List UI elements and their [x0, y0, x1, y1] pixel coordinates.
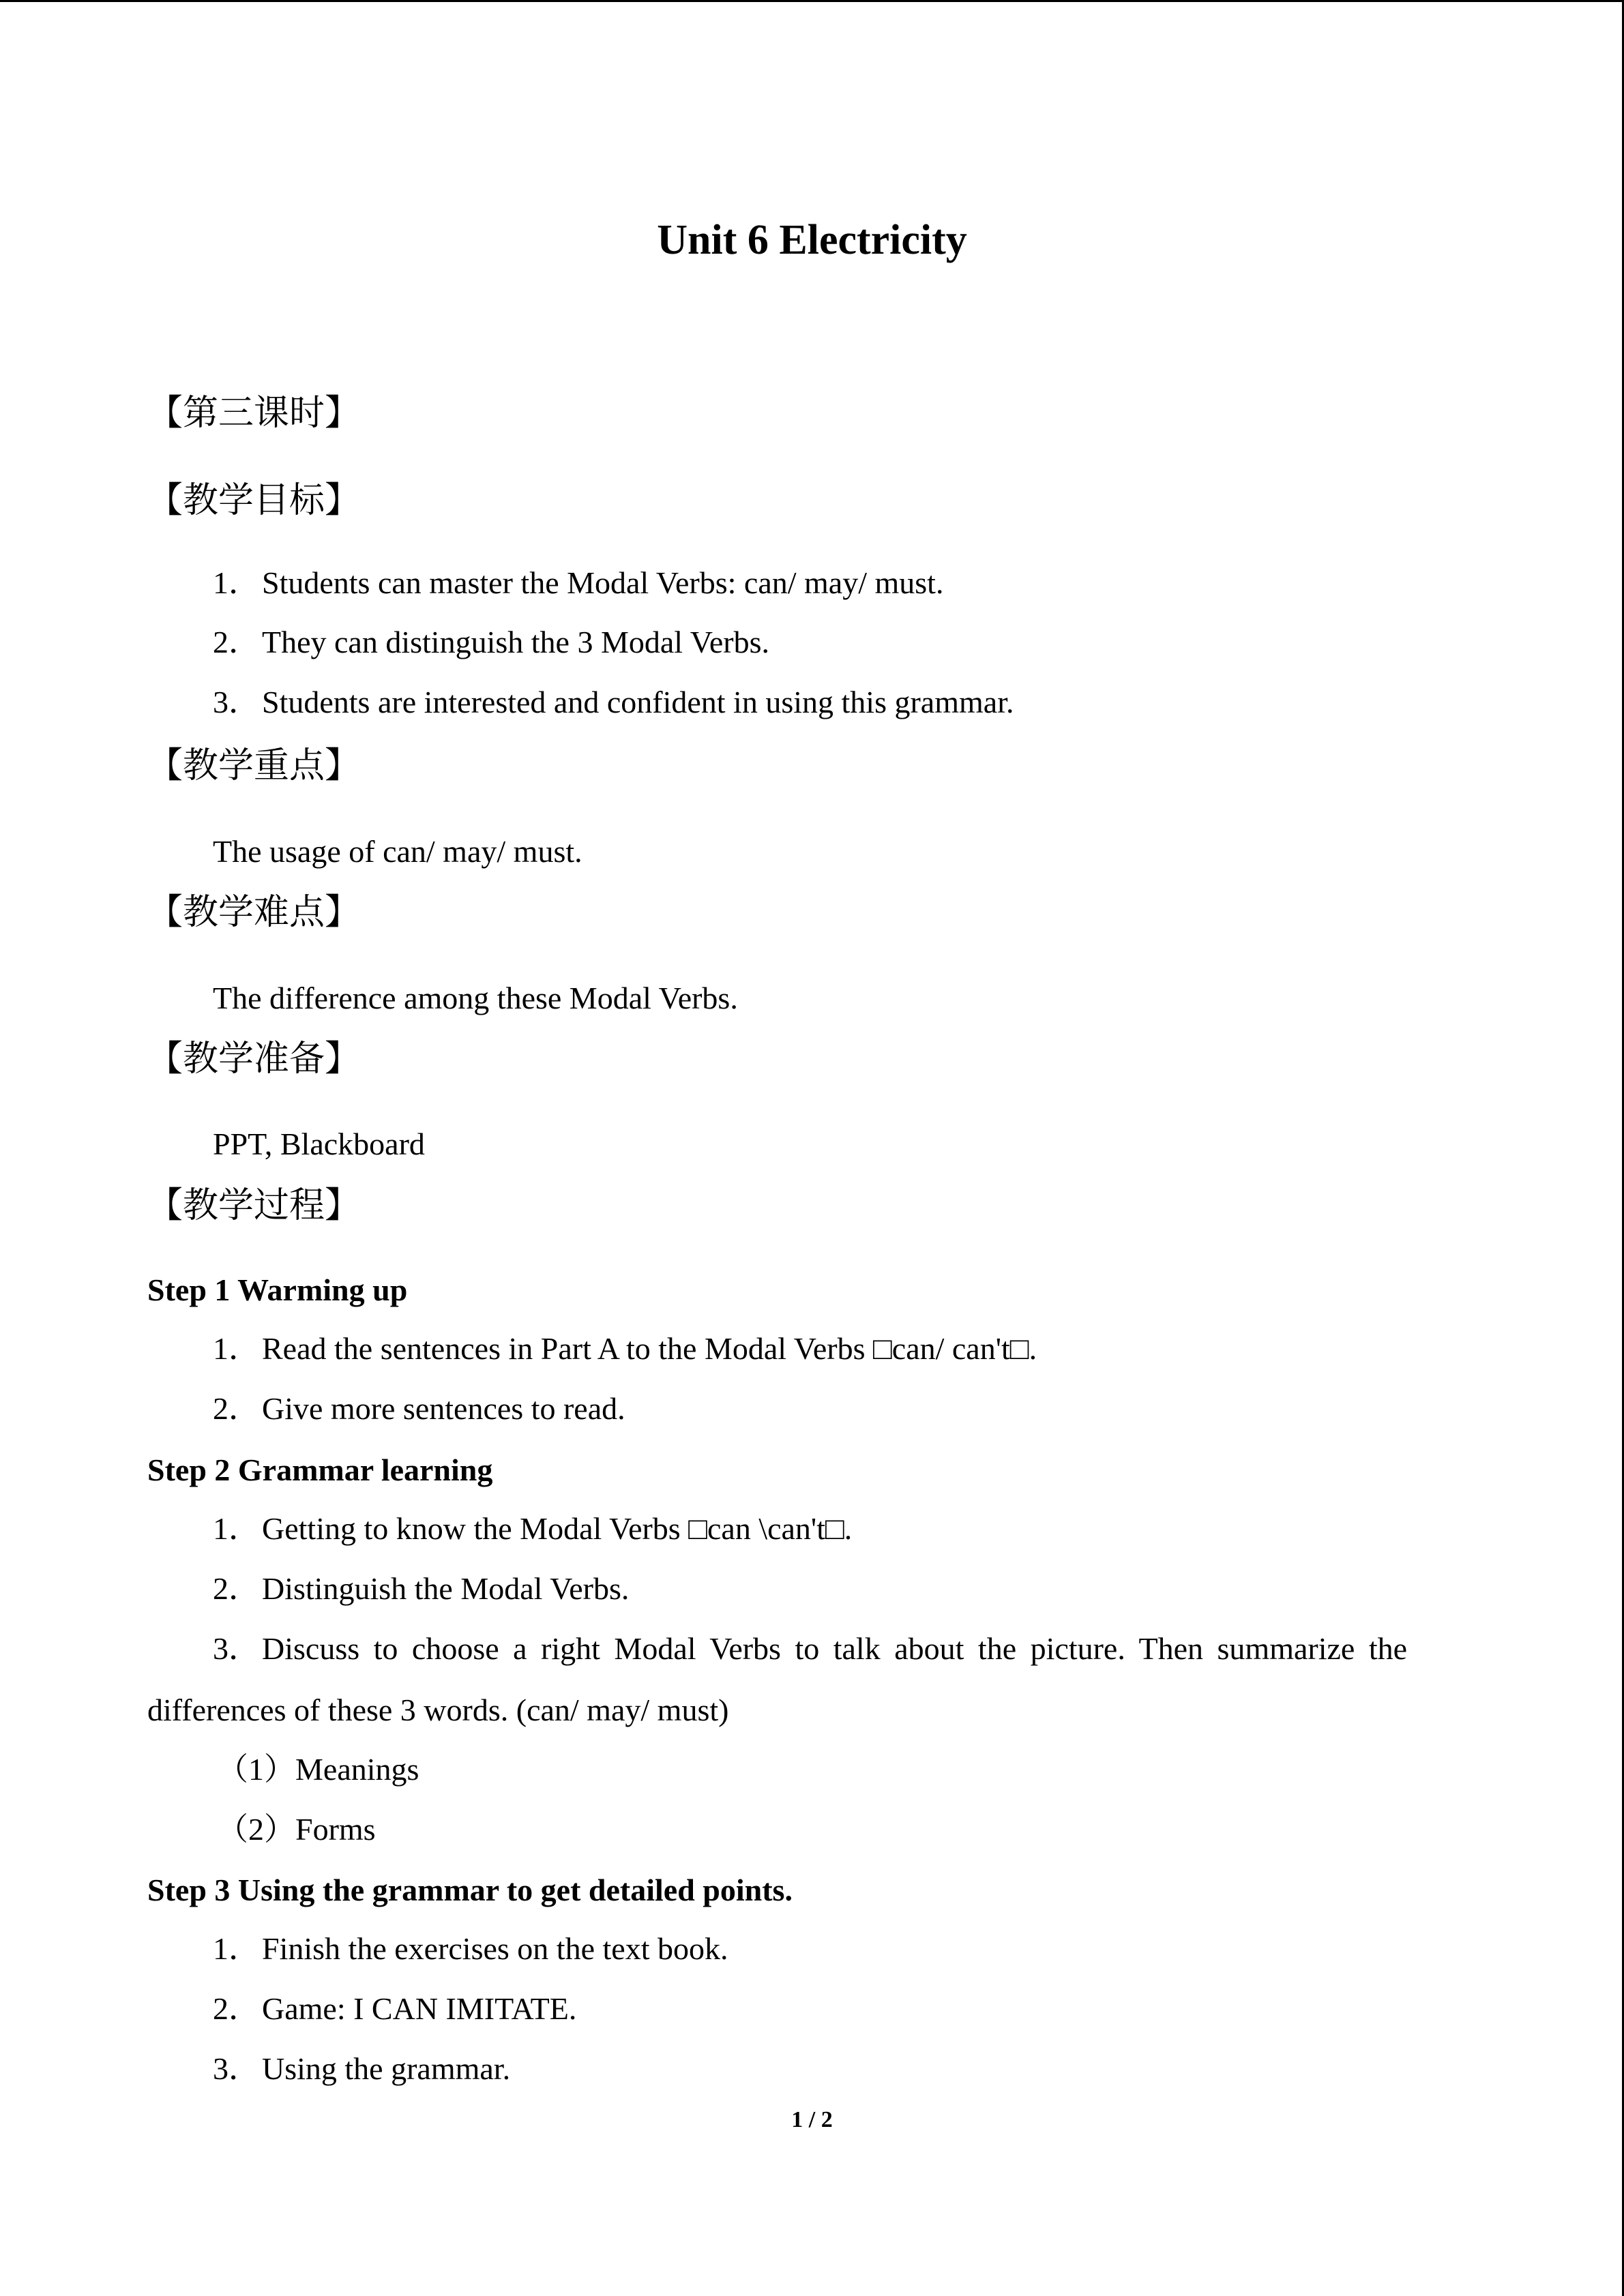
page-top-border	[0, 0, 1624, 2]
heading-preparation: 【教学准备】	[147, 1039, 361, 1079]
objective-number: 3．	[213, 685, 260, 719]
key-points-text: The usage of can/ may/ must.	[213, 834, 582, 869]
step1-item-text: Give more sentences to read.	[262, 1391, 625, 1426]
step3-item-number: 1．	[213, 1931, 260, 1966]
step2-item-3	[213, 1628, 1477, 1669]
objective-number: 2．	[213, 625, 260, 659]
step2-title: Step 2 Grammar learning	[147, 1452, 493, 1487]
objective-item	[213, 622, 769, 663]
step3-item	[213, 2048, 510, 2089]
objective-text: Students are interested and confident in using this grammar.	[262, 685, 1014, 719]
step3-item-text: Using the grammar.	[262, 2051, 511, 2086]
step2-item	[213, 1508, 852, 1549]
heading-difficulties: 【教学难点】	[147, 892, 361, 933]
heading-lesson: 【第三课时】	[147, 393, 361, 434]
difficulties-text: The difference among these Modal Verbs.	[213, 981, 738, 1015]
objective-text: Students can master the Modal Verbs: can/ may/ must.	[262, 565, 944, 600]
heading-key-points: 【教学重点】	[147, 745, 361, 786]
step3-item-text: Game: I CAN IMITATE.	[262, 1991, 577, 2026]
step2-item-number: 3．	[213, 1631, 260, 1666]
step3-item-number: 2．	[213, 1991, 260, 2026]
document-title: Unit 6 Electricity	[657, 217, 967, 263]
step1-item-number: 1．	[213, 1331, 260, 1366]
step1-item	[213, 1388, 625, 1429]
step3-item-text: Finish the exercises on the text book.	[262, 1931, 728, 1966]
objective-text: They can distinguish the 3 Modal Verbs.	[262, 625, 769, 659]
step2-item-text: Distinguish the Modal Verbs.	[262, 1571, 630, 1606]
step2-sub-forms: （2）Forms	[217, 1812, 376, 1847]
step3-item	[213, 1988, 576, 2029]
heading-objectives: 【教学目标】	[147, 480, 361, 521]
heading-process: 【教学过程】	[147, 1185, 361, 1226]
step2-item3-line2: differences of these 3 words. (can/ may/ must)	[147, 1693, 729, 1727]
step1-item	[213, 1328, 1037, 1369]
step2-item3-line1: Discuss to choose a right Modal Verbs to talk about the picture. Then summarize the	[262, 1631, 1408, 1666]
objective-number: 1．	[213, 565, 260, 600]
step1-item-text: Read the sentences in Part A to the Modal Verbs □can/ can't□.	[262, 1331, 1037, 1366]
step3-item	[213, 1928, 728, 1969]
step3-title: Step 3 Using the grammar to get detailed points.	[147, 1873, 793, 1907]
step2-sub-meanings: （1）Meanings	[217, 1752, 419, 1787]
step1-item-number: 2．	[213, 1391, 260, 1426]
objective-item	[213, 682, 1014, 723]
step2-item-number: 1．	[213, 1511, 260, 1546]
step3-item-number: 3．	[213, 2051, 260, 2086]
step2-item	[213, 1568, 629, 1609]
step2-item-number: 2．	[213, 1571, 260, 1606]
preparation-text: PPT, Blackboard	[213, 1127, 425, 1161]
step1-title: Step 1 Warming up	[147, 1272, 408, 1307]
page-number: 1 / 2	[791, 2107, 833, 2132]
step2-item-text: Getting to know the Modal Verbs □can \can't□.	[262, 1511, 853, 1546]
objective-item	[213, 563, 943, 603]
